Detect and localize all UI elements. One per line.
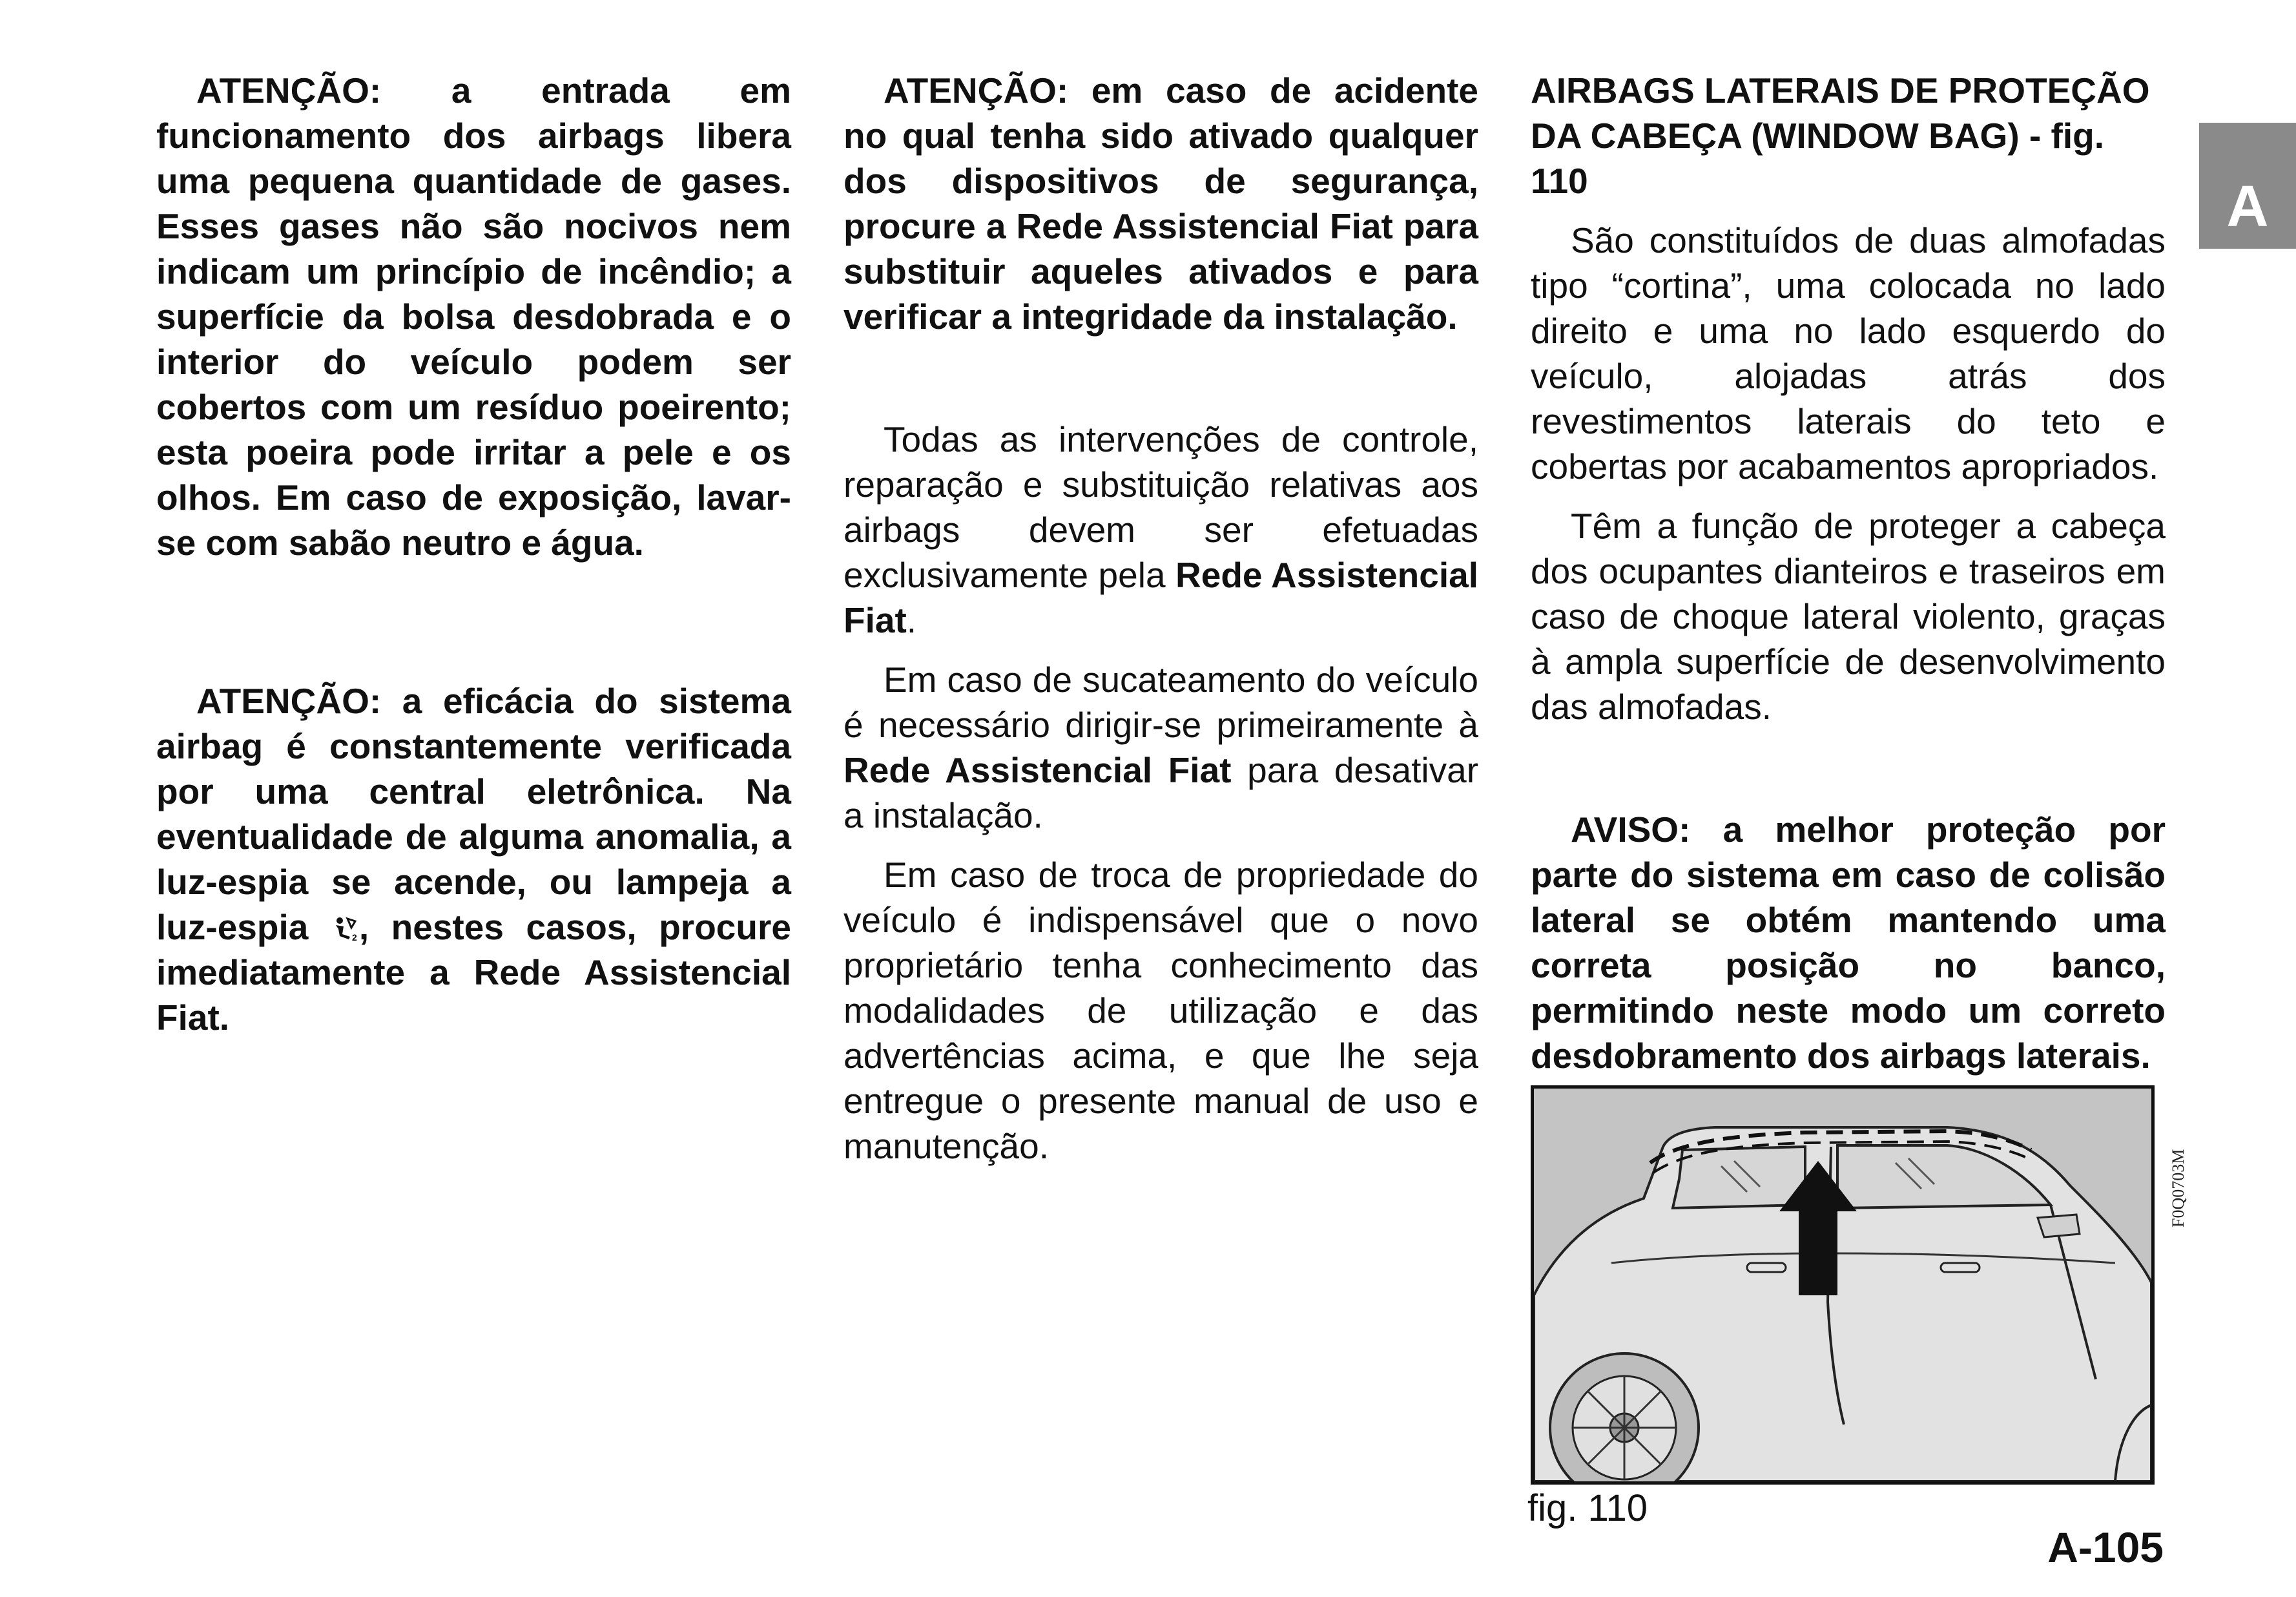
svg-text:2: 2 <box>351 932 357 943</box>
column-left <box>156 68 791 1040</box>
warning-electronic-check <box>156 678 791 1040</box>
rede-assistencial-bold: Rede Assistencial Fiat <box>843 555 1478 640</box>
warning-electronic-check-text-b: , nestes casos, procure imediatamente a Rede Assistencial Fiat. <box>156 907 791 1038</box>
paragraph-scrapping-end: para desativar a instalação. <box>843 750 1479 835</box>
notice-seat-position: AVISO: a melhor proteção por parte do sistema em caso de colisão lateral se obtém mantendo uma correta posição no banco, permitindo neste modo um correto desdobramento dos airbags laterais. <box>1531 809 2166 1076</box>
car-side-illustration <box>1534 1089 2151 1481</box>
figure-caption: fig. 110 <box>1527 1487 1648 1529</box>
rear-window <box>1673 1147 1805 1208</box>
column-middle <box>843 68 1478 1169</box>
warning-accident: ATENÇÃO: em caso de acidente no qual tenha sido ativado qualquer dos dispositivos de segurança, procure a Rede Assistencial Fiat para substituir aqueles ativados e para verificar a integridade da instalação. <box>843 70 1478 337</box>
column-right <box>1531 68 2166 1078</box>
side-mirror <box>2038 1215 2080 1237</box>
paragraph-scrapping-text: Em caso de sucateamento do veículo é necessário dirigir-se primeiramente à <box>843 660 1478 745</box>
paragraph-interventions-text: Todas as intervenções de controle, reparação e substituição relativas aos airbags devem ser efetuadas exclusivamente pela <box>843 419 1478 595</box>
airbag-warning-light-icon <box>331 915 359 943</box>
section-tab <box>2199 123 2296 249</box>
section-tab-letter: A <box>2226 174 2269 239</box>
paragraph-interventions-end: . <box>906 600 917 640</box>
paragraph-ownership: Em caso de troca de propriedade do veículo é indispensável que o novo proprietário tenha conhecimento das modalidades de utilização e das advertências acima, e que lhe seja entregue o presente manual de uso e manutenção. <box>843 855 1478 1166</box>
figure-code: F0Q0703M <box>2169 1149 2187 1227</box>
paragraph-scrapping <box>843 657 1478 838</box>
paragraph-interventions <box>843 417 1478 643</box>
section-heading: AIRBAGS LATERAIS DE PROTEÇÃO DA CABEÇA (WINDOW BAG) - fig. 110 <box>1531 70 2150 201</box>
paragraph-protection: Têm a função de proteger a cabeça dos ocupantes dianteiros e traseiros em caso de choque lateral violento, graças à ampla superfície de desenvolvimento das almofadas. <box>1531 506 2166 727</box>
figure-window-bag <box>1531 1085 2155 1485</box>
warning-gas-release: ATENÇÃO: a entrada em funcionamento dos airbags libera uma pequena quantidade de gases. Esses gases não são nocivos nem indicam um princípio de incêndio; a superfície da bolsa desdobrada e o interior do veículo podem ser cobertos com um resíduo poeirento; esta poeira pode irritar a pele e os olhos. Em caso de exposição, lavar-se com sabão neutro e água. <box>156 70 791 563</box>
page-number: A-105 <box>2047 1523 2164 1571</box>
paragraph-curtain: São constituídos de duas almofadas tipo “cortina”, uma colocada no lado direito e uma no lado esquerdo do veículo, alojadas atrás dos revestimentos laterais do teto e cobertas por acabamentos apropriados. <box>1531 220 2166 486</box>
warning-electronic-check-text-a: ATENÇÃO: a eficácia do sistema airbag é constantemente verificada por uma central eletrônica. Na eventualidade de alguma anomalia, a luz-espia se acende, ou lampeja a luz-espia <box>156 681 791 947</box>
rede-assistencial-bold-2: Rede Assistencial Fiat <box>843 750 1232 790</box>
